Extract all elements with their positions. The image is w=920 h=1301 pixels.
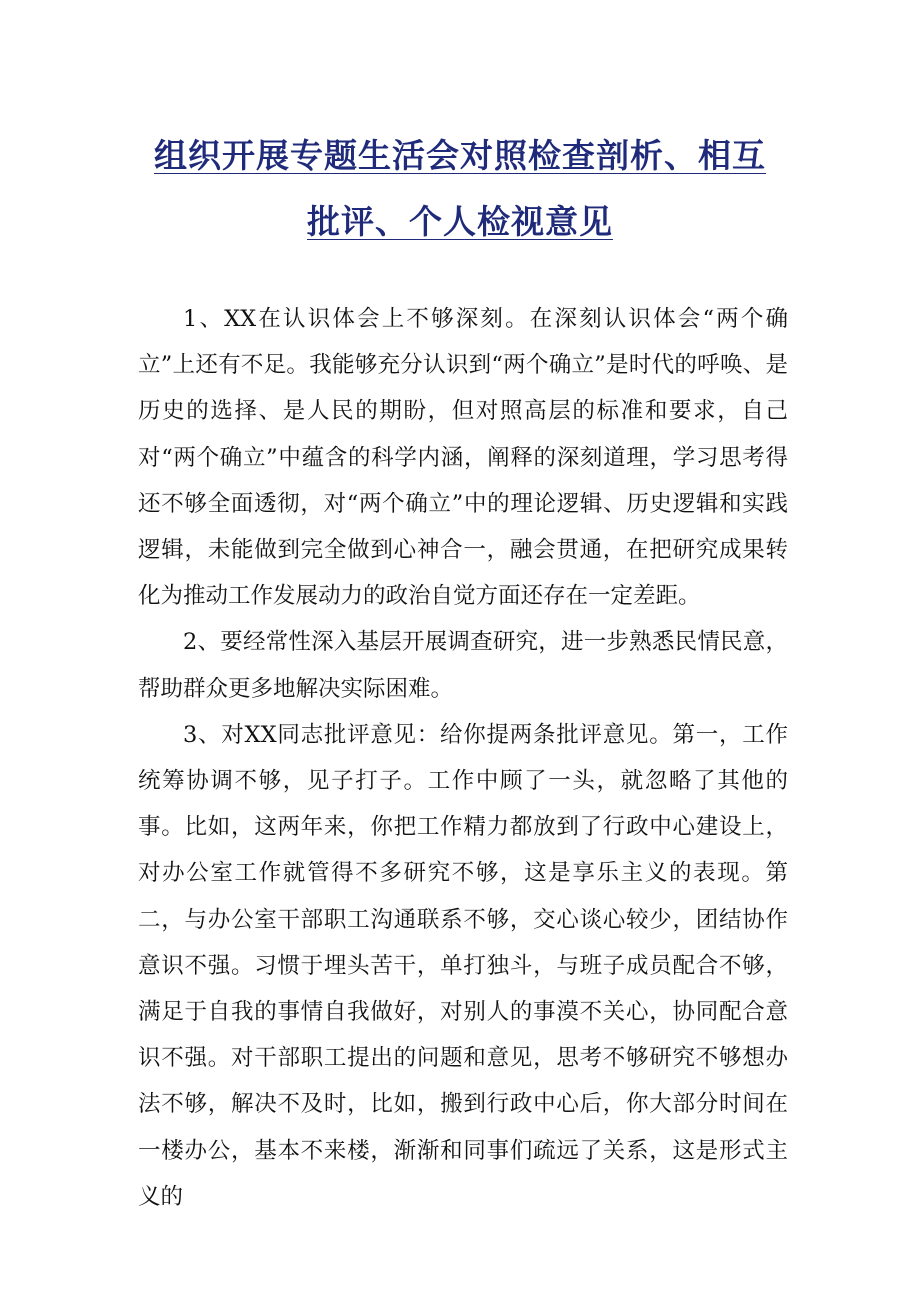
paragraph-1: 1、XX在认识体会上不够深刻。在深刻认识体会“两个确立”上还有不足。我能够充分认识到“两个确立”是时代的呼唤、是历史的选择、是人民的期盼，但对照高层的标准和要求，自己对“两个确立”中蕴含的科学内涵，阐释的深刻道理，学习思考得还不够全面透彻，对“两个确立”中的理论逻辑、历史逻辑和实践逻辑，未能做到完全做到心神合一，融会贯通，在把研究成果转化为推动工作发展动力的政治自觉方面还存在一定差距。: [138, 306, 788, 610]
document-title-line-2: [0, 202, 920, 242]
title-line-2-text: 批评、个人检视意见: [307, 202, 613, 241]
title-line-1-text: 组织开展专题生活会对照检查剖析、相互: [154, 136, 766, 175]
document-body: [138, 296, 788, 1220]
paragraph-3: 3、对XX同志批评意见：给你提两条批评意见。第一，工作统筹协调不够，见子打子。工作中顾了一头，就忽略了其他的事。比如，这两年来，你把工作精力都放到了行政中心建设上，对办公室工作就管得不多研究不够，这是享乐主义的表现。第二，与办公室干部职工沟通联系不够，交心谈心较少，团结协作意识不强。习惯于埋头苦干，单打独斗，与班子成员配合不够，满足于自我的事情自我做好，对别人的事漠不关心，协同配合意识不强。对干部职工提出的问题和意见，思考不够研究不够想办法不够，解决不及时，比如，搬到行政中心后，你大部分时间在一楼办公，基本不来楼，渐渐和同事们疏远了关系，这是形式主义的: [138, 721, 788, 1210]
document-title-line-1: [0, 136, 920, 176]
paragraph-2: 2、要经常性深入基层开展调查研究，进一步熟悉民情民意，帮助群众更多地解决实际困难。: [138, 629, 788, 702]
